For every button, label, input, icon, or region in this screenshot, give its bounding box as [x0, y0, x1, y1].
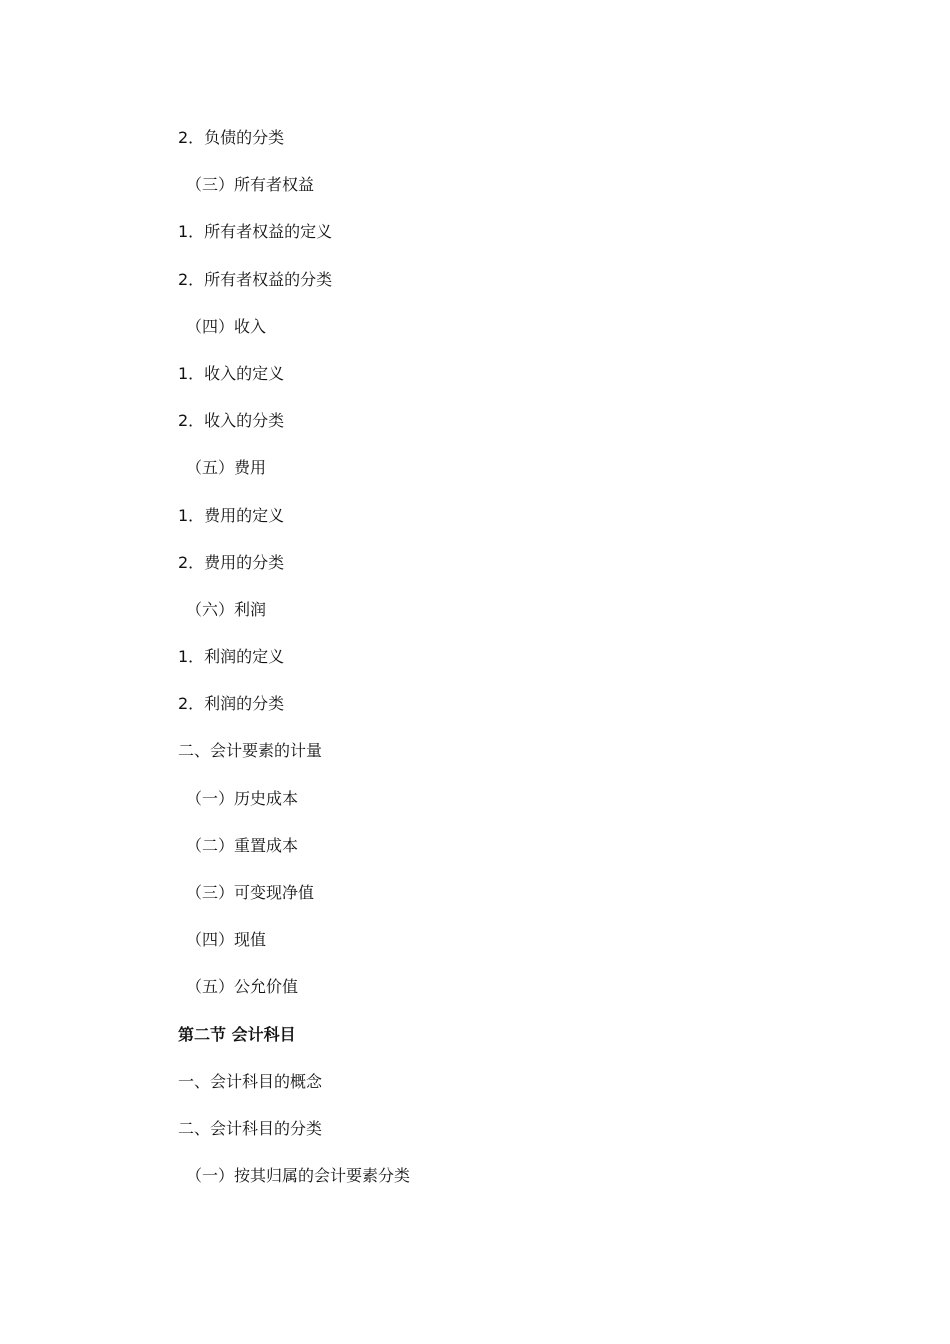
outline-item: 二、会计要素的计量 [178, 741, 323, 761]
outline-item: 1．收入的定义 [178, 363, 285, 383]
outline-item: 2．所有者权益的分类 [178, 269, 333, 289]
outline-item: 2．负债的分类 [178, 128, 285, 147]
outline-subheading: （二）重置成本 [186, 835, 299, 855]
outline-item: 二、会计科目的分类 [178, 1118, 323, 1138]
outline-subheading: （六）利润 [186, 599, 267, 619]
document-outline [178, 126, 410, 1211]
outline-item: 2．费用的分类 [178, 552, 285, 572]
outline-subheading: （三）可变现净值 [186, 883, 315, 902]
outline-item: 1．费用的定义 [178, 505, 285, 525]
section-heading: 第二节 会计科目 [178, 1024, 296, 1044]
outline-subheading: （四）收入 [186, 316, 267, 336]
outline-subheading: （一）历史成本 [186, 788, 299, 808]
outline-subheading: （五）公允价值 [186, 977, 299, 997]
outline-subheading: （五）费用 [186, 458, 267, 478]
outline-item: 1．所有者权益的定义 [178, 222, 333, 242]
outline-item: 一、会计科目的概念 [178, 1071, 323, 1091]
outline-subheading: （一）按其归属的会计要素分类 [186, 1166, 411, 1186]
outline-subheading: （四）现值 [186, 930, 267, 950]
outline-subheading: （三）所有者权益 [186, 175, 315, 195]
outline-item: 2．收入的分类 [178, 411, 285, 431]
outline-item: 1．利润的定义 [178, 647, 285, 667]
outline-item: 2．利润的分类 [178, 694, 285, 714]
